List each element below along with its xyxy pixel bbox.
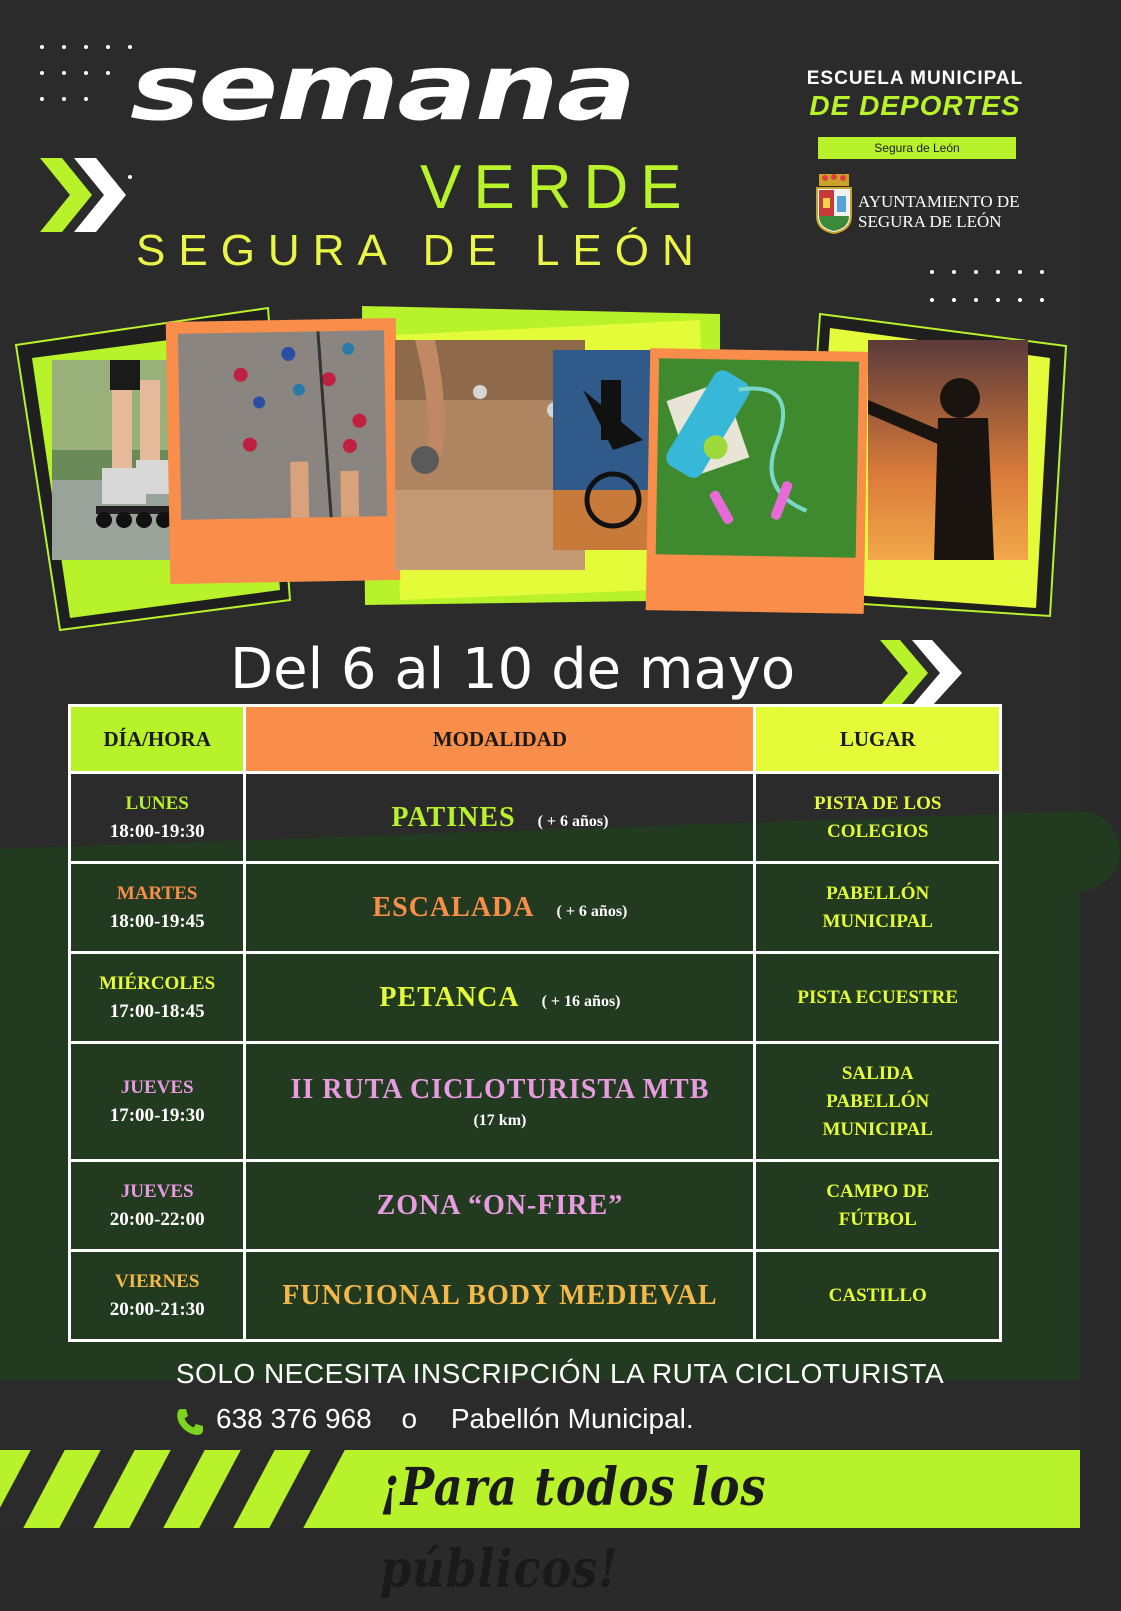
activity-cell — [245, 1251, 755, 1341]
ayuntamiento-name — [858, 192, 1058, 232]
place-cell — [755, 953, 1001, 1043]
table-row — [70, 863, 1001, 953]
ayuntamiento-line1: AYUNTAMIENTO DE — [858, 192, 1020, 211]
activity-name: ESCALADA — [372, 891, 535, 923]
table-header-row — [70, 706, 1001, 773]
slogan: ¡Para todos los públicos! — [380, 1457, 767, 1600]
photo-climbing-wall — [178, 330, 387, 520]
day-cell — [70, 953, 245, 1043]
day-label: JUEVES — [120, 1076, 194, 1098]
day-label: MIÉRCOLES — [99, 972, 216, 994]
photo-sunset-silhouette — [868, 340, 1028, 560]
photo-frame-climbing — [166, 318, 401, 584]
school-location-tag: Segura de León — [818, 137, 1016, 159]
ayuntamiento-line2: SEGURA DE LEÓN — [858, 212, 1002, 231]
place-cell — [755, 1161, 1001, 1251]
time-label: 18:00-19:45 — [109, 910, 205, 932]
place-cell — [755, 1251, 1001, 1341]
contact-line — [174, 1403, 874, 1435]
activity-name: II RUTA CICLOTURISTA MTB — [290, 1073, 710, 1105]
double-chevron-right-icon — [880, 640, 962, 706]
age-label: ( + 6 años) — [556, 902, 628, 920]
activity-name: FUNCIONAL BODY MEDIEVAL — [282, 1279, 718, 1311]
activity-cell — [245, 1043, 755, 1161]
day-label: MARTES — [116, 882, 198, 904]
place-line: MUNICIPAL — [822, 1118, 933, 1140]
place-line: PABELLÓN — [826, 1090, 930, 1112]
photo-rollerblades — [52, 360, 182, 560]
age-label: ( + 16 años) — [541, 992, 621, 1010]
school-name-line1: ESCUELA MUNICIPAL — [806, 68, 1024, 89]
activity-name: PETANCA — [379, 981, 520, 1013]
photo-collage — [0, 300, 1080, 630]
place-line: PABELLÓN — [826, 882, 930, 904]
alt-location: Pabellón Municipal. — [450, 1403, 694, 1434]
school-name-line2: DE DEPORTES — [809, 90, 1021, 121]
place-line: PISTA ECUESTRE — [797, 986, 959, 1008]
place-line: SALIDA — [841, 1062, 914, 1084]
title-semana: semana — [130, 32, 635, 141]
day-cell — [70, 1161, 245, 1251]
or-label: o — [401, 1403, 418, 1434]
place-line: CASTILLO — [828, 1284, 927, 1306]
double-chevron-right-icon — [40, 158, 126, 232]
coat-of-arms-icon — [815, 172, 853, 234]
place-cell — [755, 863, 1001, 953]
title-segura-de-leon: SEGURA DE LEÓN — [136, 226, 707, 275]
header-dia-hora: DÍA/HORA — [70, 706, 245, 773]
place-line: FÚTBOL — [838, 1208, 917, 1230]
place-cell — [755, 773, 1001, 863]
title-verde: VERDE — [420, 153, 694, 222]
header-lugar: LUGAR — [755, 706, 1001, 773]
day-cell — [70, 863, 245, 953]
place-line: MUNICIPAL — [822, 910, 933, 932]
photo-fitness-equipment — [656, 358, 859, 557]
table-row — [70, 1043, 1001, 1161]
header-modalidad: MODALIDAD — [245, 706, 755, 773]
day-cell — [70, 1043, 245, 1161]
activity-cell — [245, 953, 755, 1043]
table-row — [70, 1161, 1001, 1251]
distance-label: (17 km) — [473, 1111, 527, 1129]
day-label: LUNES — [125, 792, 189, 814]
place-line: CAMPO DE — [826, 1180, 930, 1202]
day-label: JUEVES — [120, 1180, 194, 1202]
registration-note: SOLO NECESITA INSCRIPCIÓN LA RUTA CICLOTURISTA — [175, 1358, 945, 1389]
activity-name: ZONA “ON-FIRE” — [376, 1189, 624, 1221]
time-label: 20:00-22:00 — [109, 1208, 205, 1230]
place-cell — [755, 1043, 1001, 1161]
activity-name: PATINES — [391, 801, 516, 833]
day-cell — [70, 1251, 245, 1341]
day-cell — [70, 773, 245, 863]
phone-number[interactable]: 638 376 968 — [216, 1403, 372, 1434]
date-range: Del 6 al 10 de mayo — [230, 637, 796, 702]
age-label: ( + 6 años) — [537, 812, 609, 830]
place-line: COLEGIOS — [827, 820, 929, 842]
activity-cell — [245, 1161, 755, 1251]
time-label: 17:00-19:30 — [109, 1104, 205, 1126]
schedule-table — [68, 704, 1002, 1342]
photo-frame-equipment — [646, 348, 869, 614]
table-row — [70, 1251, 1001, 1341]
time-label: 17:00-18:45 — [109, 1000, 205, 1022]
day-label: VIERNES — [114, 1270, 200, 1292]
table-row — [70, 953, 1001, 1043]
time-label: 18:00-19:30 — [109, 820, 205, 842]
place-line: PISTA DE LOS — [814, 792, 942, 814]
table-row — [70, 773, 1001, 863]
activity-cell — [245, 863, 755, 953]
activity-cell — [245, 773, 755, 863]
time-label: 20:00-21:30 — [109, 1298, 205, 1320]
